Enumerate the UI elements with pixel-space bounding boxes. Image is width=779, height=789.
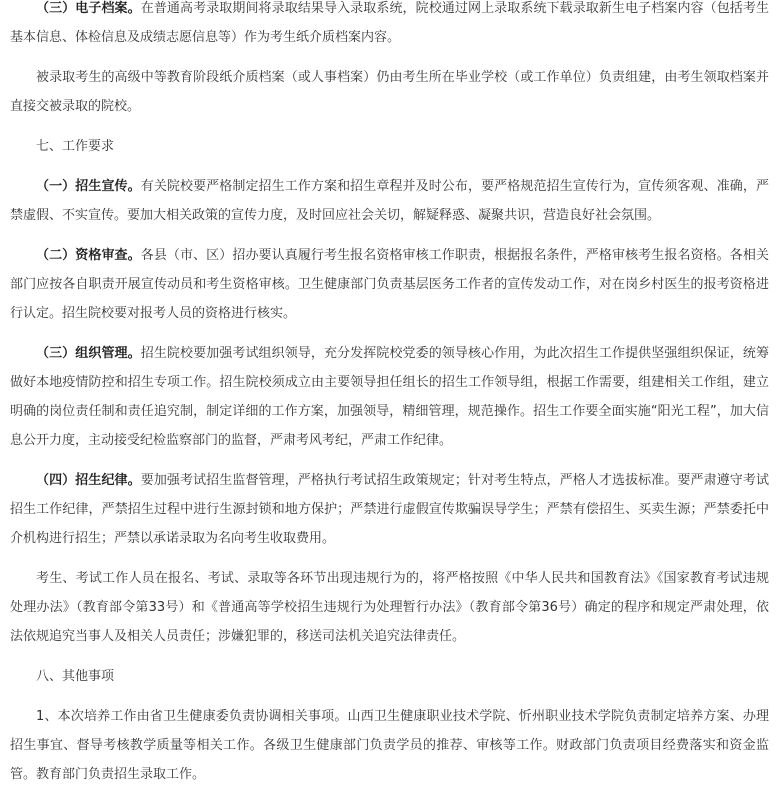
paragraph-paper-archive	[0, 63, 779, 121]
paragraph-recruitment-publicity	[0, 172, 779, 230]
paragraph-lead: （二）资格审查。	[36, 248, 141, 263]
section-heading-work-requirements	[0, 132, 779, 161]
paragraph-text: 有关院校要严格制定招生工作方案和招生章程并及时公布，要严格规范招生宣传行为，宣传须客观、准确，严禁虚假、不实宣传。要加大相关政策的宣传力度，及时回应社会关切，解疑释惑、凝聚共识，营造良好社会氛围。	[10, 179, 769, 223]
paragraph-text: 招生院校要加强考试组织领导，充分发挥院校党委的领导核心作用，为此次招生工作提供坚强组织保证，统筹做好本地疫情防控和招生专项工作。招生院校须成立由主要领导担任组长的招生工作领导组，根据工作需要，组建相关工作组，建立明确的岗位责任制和责任追究制，制定详细的工作方案，加强领导，精细管理，规范操作。招生工作要全面实施“阳光工程”，加大信息公开力度，主动接受纪检监察部门的监督，严肃考风考纪，严肃工作纪律。	[10, 346, 769, 448]
paragraph-text: 考生、考试工作人员在报名、考试、录取等各环节出现违规行为的，将严格按照《中华人民共和国教育法》《国家教育考试违规处理办法》（教育部令第33号）和《普通高等学校招生违规行为处理暂行办法》（教育部令第36号）确定的程序和规定严肃处理，依法依规追究当事人及相关人员责任；涉嫌犯罪的，移送司法机关追究法律责任。	[10, 571, 769, 644]
paragraph-other-matters-1	[0, 702, 779, 789]
paragraph-qualification-review	[0, 241, 779, 328]
paragraph-text: 被录取考生的高级中等教育阶段纸介质档案（或人事档案）仍由考生所在毕业学校（或工作单位）负责组建，由考生领取档案并直接交被录取的院校。	[10, 70, 769, 114]
paragraph-lead: （三）组织管理。	[36, 346, 141, 361]
heading-text: 八、其他事项	[36, 669, 115, 684]
paragraph-violation-handling	[0, 564, 779, 651]
section-heading-other-matters	[0, 662, 779, 691]
paragraph-recruitment-discipline	[0, 466, 779, 553]
paragraph-text: 要加强考试招生监督管理，严格执行考试招生政策规定；针对考生特点，严格人才选拔标准。要严肃遵守考试招生工作纪律，严禁招生过程中进行生源封锁和地方保护；严禁进行虚假宣传欺骗误导学生；严禁有偿招生、买卖生源；严禁委托中介机构进行招生；严禁以承诺录取为名向考生收取费用。	[10, 473, 769, 546]
paragraph-text: 1、本次培养工作由省卫生健康委负责协调相关事项。山西卫生健康职业技术学院、忻州职业技术学院负责制定培养方案、办理招生事宜、督导考核教学质量等相关工作。各级卫生健康部门负责学员的推荐、审核等工作。财政部门负责项目经费落实和资金监管。教育部门负责招生录取工作。	[10, 709, 769, 782]
paragraph-lead: （四）招生纪律。	[36, 473, 141, 488]
paragraph-lead: （三）电子档案。	[36, 1, 141, 16]
paragraph-lead: （一）招生宣传。	[36, 179, 141, 194]
paragraph-electronic-archive	[0, 0, 779, 52]
heading-text: 七、工作要求	[36, 139, 115, 154]
paragraph-text: 各县（市、区）招办要认真履行考生报名资格审核工作职责，根据报名条件，严格审核考生报名资格。各相关部门应按各自职责开展宣传动员和考生资格审核。卫生健康部门负责基层医务工作者的宣传发动工作，对在岗乡村医生的报考资格进行认定。招生院校要对报考人员的资格进行核实。	[10, 248, 769, 321]
paragraph-organization-management	[0, 339, 779, 455]
paragraph-text: 在普通高考录取期间将录取结果导入录取系统，院校通过网上录取系统下载录取新生电子档案内容（包括考生基本信息、体检信息及成绩志愿信息等）作为考生纸介质档案内容。	[10, 1, 769, 45]
